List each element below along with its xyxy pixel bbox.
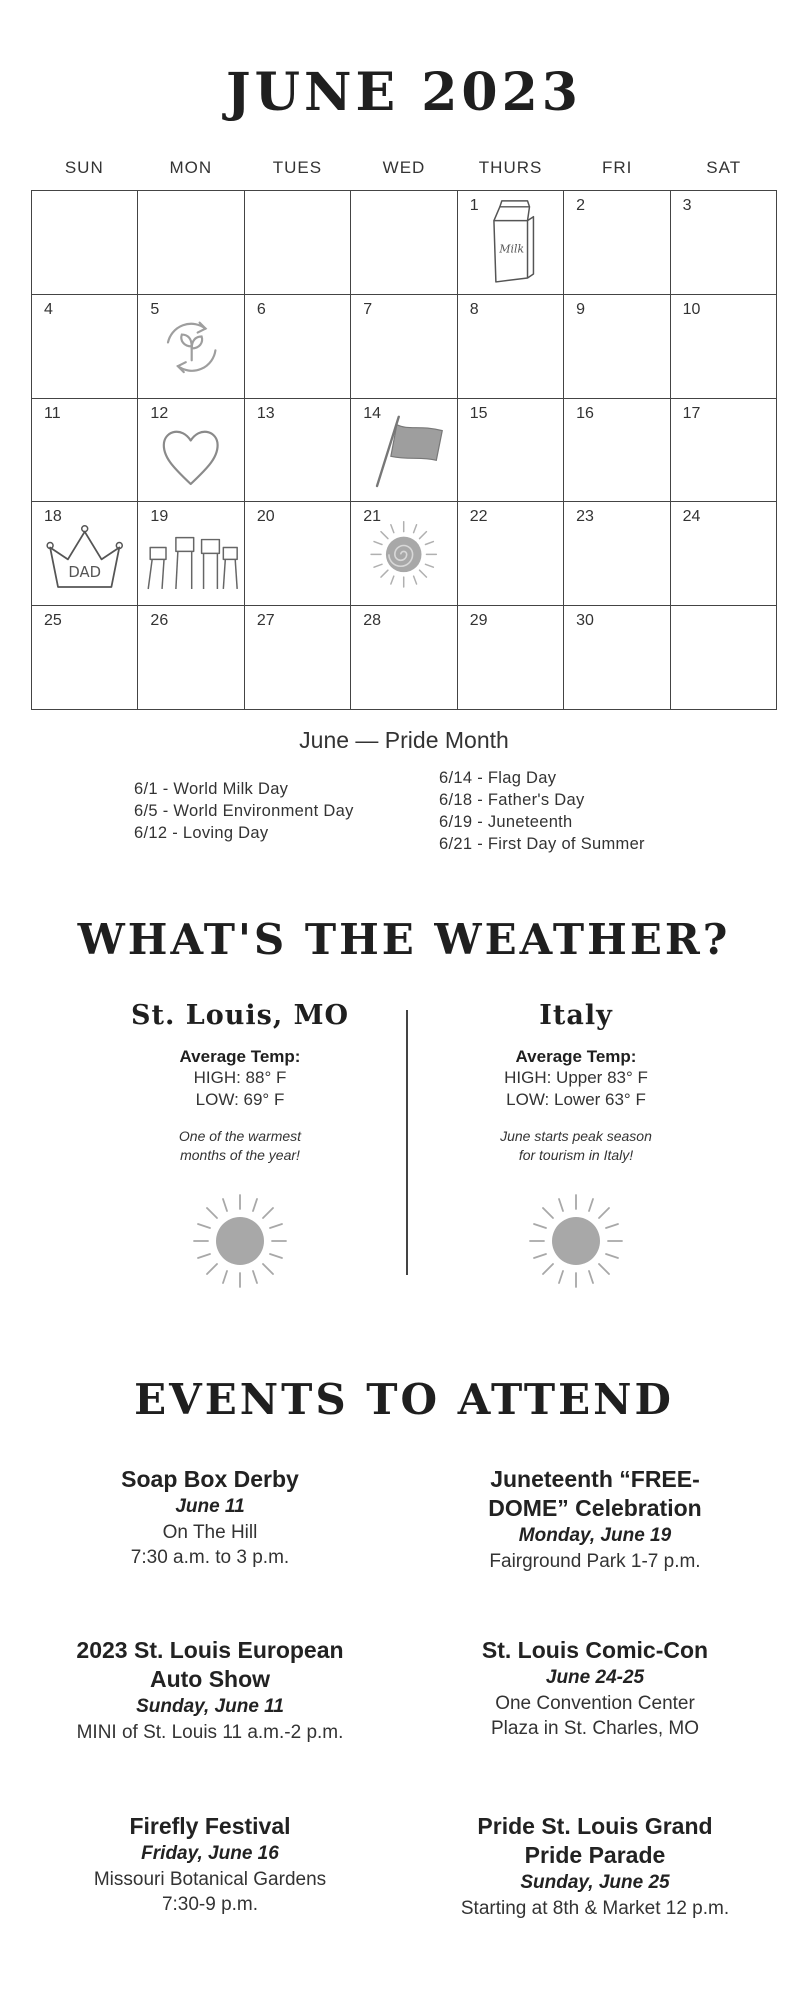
event-detail: One Convention Center	[495, 1693, 695, 1714]
weather-italy	[411, 1000, 741, 1291]
day-cell	[671, 295, 777, 399]
sun-icon	[190, 1191, 290, 1291]
day-cell	[671, 399, 777, 503]
holiday-item: 6/18 - Father's Day	[439, 791, 585, 809]
day-number: 13	[256, 404, 275, 422]
day-number: 30	[576, 612, 594, 630]
event-date: June 11	[175, 1496, 245, 1517]
day-cell	[138, 295, 244, 399]
day-cell	[564, 606, 670, 710]
day-cell	[32, 606, 138, 710]
holiday-item: 6/5 - World Environment Day	[134, 802, 354, 820]
day-name: THURS	[478, 158, 543, 177]
day-cell	[32, 502, 138, 606]
event-card	[410, 1812, 780, 1921]
day-number: 8	[469, 300, 479, 318]
holiday-list-right	[439, 767, 645, 855]
day-number: 26	[150, 612, 169, 630]
crown-icon	[32, 502, 137, 605]
calendar-title: JUNE 2023	[226, 62, 582, 123]
milk-carton-icon	[458, 191, 563, 294]
day-cell	[351, 399, 457, 503]
day-cell	[245, 399, 351, 503]
location-name: Italy	[539, 1000, 613, 1031]
day-cell	[245, 295, 351, 399]
day-number: 18	[44, 508, 62, 526]
day-cell	[138, 502, 244, 606]
flag-icon	[351, 399, 456, 502]
day-names-row	[31, 158, 777, 178]
day-number: 1	[469, 197, 479, 214]
swirl-sun-icon	[351, 502, 456, 605]
day-cell	[458, 295, 564, 399]
day-number: 29	[469, 612, 488, 630]
weather-divider	[406, 1010, 408, 1275]
event-date: Sunday, June 25	[520, 1872, 670, 1893]
day-number: 12	[150, 404, 169, 422]
day-number: 6	[256, 300, 266, 318]
day-cell	[458, 191, 564, 295]
weather-stlouis	[75, 1000, 405, 1291]
event-detail: 7:30-9 p.m.	[161, 1894, 259, 1915]
avg-temp-label: Average Temp:	[179, 1047, 301, 1066]
day-cell	[32, 295, 138, 399]
event-detail: MINI of St. Louis 11 a.m.-2 p.m.	[76, 1722, 344, 1743]
day-number: 28	[363, 612, 382, 630]
event-detail: Fairground Park 1-7 p.m.	[489, 1551, 701, 1572]
day-cell	[32, 399, 138, 503]
day-cell	[245, 502, 351, 606]
day-number: 5	[150, 300, 160, 318]
holiday-item: 6/12 - Loving Day	[134, 824, 269, 842]
crown-label: DAD	[68, 564, 102, 582]
event-card	[410, 1465, 780, 1574]
day-cell	[564, 295, 670, 399]
day-number: 23	[576, 508, 594, 526]
day-cell	[245, 191, 351, 295]
weather-note: One of the warmest months of the year!	[178, 1128, 302, 1163]
event-card	[30, 1465, 390, 1570]
day-name: WED	[382, 158, 426, 177]
day-cell	[564, 502, 670, 606]
day-cell	[564, 191, 670, 295]
heart-icon	[138, 399, 243, 502]
day-cell	[245, 606, 351, 710]
day-cell	[458, 399, 564, 503]
day-cell	[138, 191, 244, 295]
holiday-item: 6/19 - Juneteenth	[439, 813, 573, 831]
day-number: 3	[682, 197, 692, 214]
month-theme: June — Pride Month	[299, 727, 509, 753]
day-number: 16	[576, 404, 594, 422]
low-temp: LOW: Lower 63° F	[506, 1090, 646, 1109]
day-cell	[351, 606, 457, 710]
event-name: Juneteenth “FREE-DOME” Celebration	[488, 1466, 702, 1521]
day-cell	[671, 606, 777, 710]
day-cell	[32, 191, 138, 295]
day-number: 11	[44, 404, 61, 422]
event-detail: Starting at 8th & Market 12 p.m.	[460, 1898, 730, 1919]
event-card	[30, 1636, 390, 1745]
day-cell	[458, 606, 564, 710]
event-name: Pride St. Louis Grand Pride Parade	[477, 1813, 713, 1868]
day-name: SAT	[706, 158, 742, 177]
weather-heading: WHAT'S THE WEATHER?	[77, 915, 731, 964]
event-detail: Missouri Botanical Gardens	[93, 1869, 327, 1890]
event-date: Sunday, June 11	[136, 1696, 284, 1717]
sun-icon	[526, 1191, 626, 1291]
recycle-leaf-icon	[138, 295, 243, 398]
calendar-grid	[31, 190, 777, 710]
day-name: SUN	[64, 158, 104, 177]
holiday-item: 6/21 - First Day of Summer	[439, 835, 645, 853]
day-cell	[138, 399, 244, 503]
day-number: 22	[469, 508, 488, 526]
day-number: 14	[363, 404, 382, 422]
day-number: 25	[44, 612, 62, 630]
low-temp: LOW: 69° F	[195, 1090, 285, 1109]
avg-temp-label: Average Temp:	[515, 1047, 637, 1066]
day-cell	[671, 191, 777, 295]
day-cell	[351, 295, 457, 399]
event-name: 2023 St. Louis European Auto Show	[76, 1637, 344, 1692]
day-name: FRI	[601, 158, 633, 177]
high-temp: HIGH: Upper 83° F	[504, 1068, 648, 1087]
day-name: MON	[169, 158, 213, 177]
day-cell	[351, 502, 457, 606]
events-heading: EVENTS TO ATTEND	[134, 1375, 674, 1424]
day-cell	[351, 191, 457, 295]
event-name: Soap Box Derby	[121, 1466, 299, 1492]
event-name: St. Louis Comic-Con	[481, 1637, 709, 1663]
day-number: 20	[256, 508, 275, 526]
day-number: 27	[256, 612, 275, 630]
raised-fists-icon	[138, 502, 243, 605]
holiday-item: 6/14 - Flag Day	[439, 769, 557, 787]
event-detail: 7:30 a.m. to 3 p.m.	[130, 1547, 290, 1568]
high-temp: HIGH: 88° F	[193, 1068, 287, 1087]
location-name: St. Louis, MO	[130, 1000, 350, 1031]
day-cell	[671, 502, 777, 606]
milk-label: Milk	[499, 242, 524, 256]
event-card	[30, 1812, 390, 1917]
event-detail: On The Hill	[162, 1522, 258, 1543]
day-cell	[138, 606, 244, 710]
day-number: 9	[576, 300, 586, 318]
day-number: 17	[682, 404, 701, 422]
day-name: TUES	[272, 158, 323, 177]
event-detail: Plaza in St. Charles, MO	[490, 1718, 700, 1739]
day-number: 2	[576, 197, 586, 214]
day-number: 4	[44, 300, 53, 318]
event-card	[410, 1636, 780, 1741]
day-number: 19	[150, 508, 169, 526]
day-cell	[458, 502, 564, 606]
event-date: Monday, June 19	[518, 1525, 672, 1546]
event-date: June 24-25	[545, 1667, 645, 1688]
weather-note: June starts peak season for tourism in Italy!	[500, 1128, 652, 1163]
day-number: 15	[469, 404, 488, 422]
day-number: 24	[682, 508, 701, 526]
holiday-list-left	[134, 778, 354, 844]
day-number: 10	[682, 300, 701, 318]
event-name: Firefly Festival	[129, 1813, 291, 1839]
day-number: 21	[363, 508, 382, 526]
holiday-item: 6/1 - World Milk Day	[134, 780, 289, 798]
day-number: 7	[363, 300, 373, 318]
day-cell	[564, 399, 670, 503]
event-date: Friday, June 16	[141, 1843, 279, 1864]
